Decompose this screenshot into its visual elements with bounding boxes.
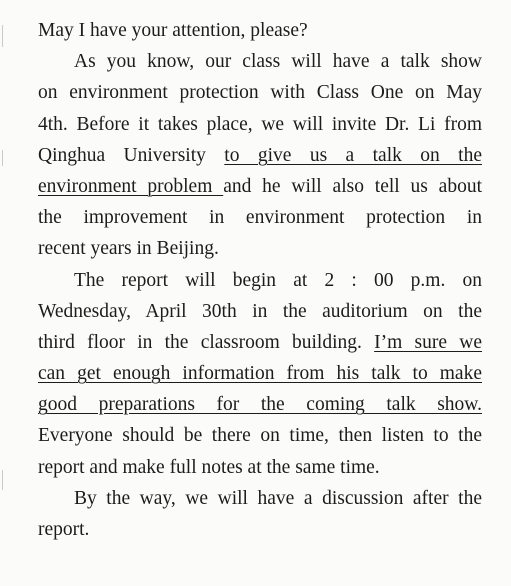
paragraph-3-line-1: By the way, we will have a discussion after the xyxy=(74,487,482,509)
paragraph-2-line-3-text: third floor in the classroom building. xyxy=(38,331,375,353)
underlined-phrase: to give us a talk on the xyxy=(224,144,482,166)
announcement-text xyxy=(38,15,482,545)
paragraph-1-line-4 xyxy=(38,140,482,171)
paragraph-2-line-7: report and make full notes at the same time. xyxy=(38,456,380,478)
paragraph-1-line-4-text: Qinghua University xyxy=(38,144,225,166)
paragraph-1-line-7: recent years in Beijing. xyxy=(38,238,219,260)
paragraph-2-line-4 xyxy=(38,358,482,389)
paragraph-1-line-5 xyxy=(38,171,482,202)
underlined-phrase: environment problem xyxy=(38,175,224,197)
underlined-sentence: I’m sure we xyxy=(374,331,482,353)
underlined-sentence: can get enough information from his talk to make xyxy=(38,363,482,385)
underlined-sentence: good preparations for the coming talk show. xyxy=(38,394,482,416)
scan-edge-mark xyxy=(2,150,3,166)
paragraph-2-line-6: Everyone should be there on time, then listen to the xyxy=(38,425,482,447)
scan-edge-mark xyxy=(2,470,3,490)
paragraph-2-line-3 xyxy=(38,327,482,358)
greeting-line: May I have your attention, please? xyxy=(38,20,308,41)
paragraph-3-line-2: report. xyxy=(38,519,90,540)
paragraph-2-line-1: The report will begin at 2 : 00 p.m. on xyxy=(74,269,482,291)
paragraph-1-line-2: on environment protection with Class One on May xyxy=(38,82,482,104)
paragraph-1-line-1: As you know, our class will have a talk show xyxy=(74,51,482,73)
paragraph-1-line-3: 4th. Before it takes place, we will invite Dr. Li from xyxy=(38,113,482,135)
scan-edge-mark xyxy=(2,25,3,47)
paragraph-1-line-5-text: and he will also tell us about xyxy=(223,175,482,197)
paragraph-1-line-6: the improvement in environment protection in xyxy=(38,207,482,229)
paragraph-2-line-2: Wednesday, April 30th in the auditorium on the xyxy=(38,300,482,322)
paragraph-2-line-5 xyxy=(38,389,482,420)
